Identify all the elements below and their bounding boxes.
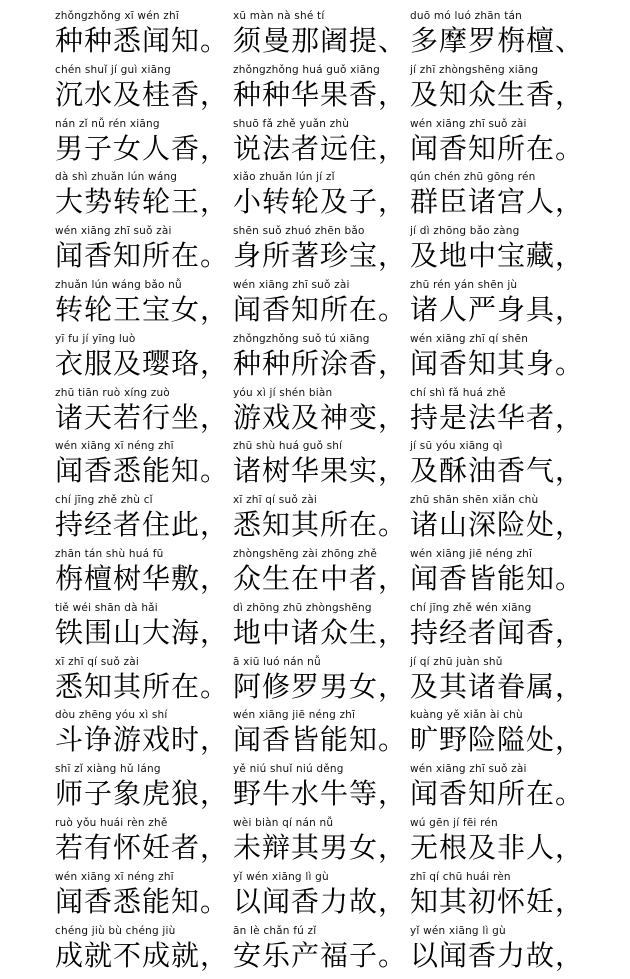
verse-phrase	[410, 763, 625, 817]
pinyin-annotation: jí sū yóu xiāng qì	[410, 440, 503, 453]
chinese-text: 众生在中者，	[233, 562, 408, 595]
verse-phrase	[410, 387, 625, 441]
verse-phrase	[55, 10, 230, 64]
chinese-text: 转轮王宝女，	[55, 293, 230, 326]
verse-line	[0, 656, 630, 710]
chinese-text: 种种悉闻知。	[55, 24, 230, 57]
pinyin-annotation: zhǒngzhǒng xī wén zhī	[55, 10, 179, 22]
pinyin-annotation: wén xiāng zhī suǒ zài	[410, 117, 527, 130]
verse-line	[0, 817, 630, 871]
verse-phrase	[55, 64, 230, 118]
verse-phrase	[410, 925, 625, 979]
verse-phrase	[233, 279, 408, 333]
pinyin-annotation: wén xiāng zhī suǒ zài	[233, 279, 350, 291]
pinyin-annotation: wén xiāng xī néng zhī	[55, 870, 174, 883]
chinese-text: 说法者远住，	[233, 131, 408, 165]
pinyin-annotation: yóu xì jí shén biàn	[233, 386, 333, 399]
verse-phrase	[410, 10, 625, 64]
pinyin-annotation: wú gēn jí fēi rén	[410, 817, 498, 829]
chinese-text: 群臣诸宫人，	[410, 185, 585, 219]
pinyin-annotation: zhī qí chū huái rèn	[410, 870, 511, 883]
verse-phrase	[410, 440, 625, 494]
verse-phrase	[55, 440, 230, 494]
verse-phrase	[233, 494, 408, 548]
pinyin-annotation: dà shì zhuǎn lún wáng	[55, 171, 178, 184]
pinyin-annotation: wén xiāng zhī qí shēn	[410, 332, 529, 345]
chinese-text: 阿修罗男女，	[233, 669, 408, 703]
chinese-text: 身所著珍宝，	[233, 239, 408, 273]
chinese-text: 无根及非人，	[410, 831, 585, 864]
pinyin-annotation: wén xiāng jiē néng zhī	[410, 548, 533, 560]
pinyin-annotation: zhū rén yán shēn jù	[410, 279, 518, 291]
chinese-text: 及地中宝藏，	[410, 239, 585, 273]
verse-phrase	[410, 333, 625, 387]
chinese-text: 闻香知所在。	[410, 131, 585, 165]
chinese-text: 铁围山大海，	[55, 615, 230, 649]
pinyin-annotation: shī zǐ xiàng hǔ láng	[55, 763, 161, 776]
pinyin-annotation: yǐ wén xiāng lì gù	[233, 870, 329, 883]
pinyin-annotation: ān lè chǎn fú zǐ	[233, 924, 317, 937]
verse-phrase	[233, 548, 408, 602]
verse-line	[0, 548, 630, 602]
chinese-text: 及其诸眷属，	[410, 669, 585, 703]
verse-line	[0, 925, 630, 979]
chinese-text: 持经者住此，	[55, 508, 230, 542]
verse-phrase	[55, 817, 230, 871]
chinese-text: 诸山深险处，	[410, 508, 585, 542]
verse-phrase	[55, 602, 230, 656]
pinyin-annotation: yī fu jí yīng luò	[55, 332, 136, 345]
verse-line	[0, 494, 630, 548]
verse-line	[0, 118, 630, 172]
verse-phrase	[55, 871, 230, 925]
chinese-text: 知其初怀妊，	[410, 884, 585, 918]
verse-phrase	[55, 548, 230, 602]
chinese-text: 闻香知所在。	[55, 239, 230, 273]
pinyin-annotation: xiǎo zhuǎn lún jí zǐ	[233, 171, 335, 184]
pinyin-annotation: xū màn nà shé tí	[233, 10, 325, 22]
pinyin-annotation: qún chén zhū gōng rén	[410, 171, 536, 184]
chinese-text: 诸人严身具，	[410, 293, 585, 326]
chinese-text: 以闻香力故，	[410, 938, 585, 972]
verse-line	[0, 279, 630, 333]
chinese-text: 悉知其所在。	[233, 508, 408, 542]
verse-phrase	[55, 333, 230, 387]
pinyin-annotation: nán zǐ nǚ rén xiāng	[55, 117, 160, 130]
verse-phrase	[410, 656, 625, 710]
chinese-text: 及酥油香气，	[410, 454, 585, 488]
verse-phrase	[233, 709, 408, 763]
verse-phrase	[410, 225, 625, 279]
chinese-text: 未辩其男女，	[233, 831, 408, 864]
verse-phrase	[55, 118, 230, 172]
verse-line	[0, 387, 630, 441]
pinyin-annotation: zhū shān shēn xiǎn chù	[410, 494, 539, 507]
pinyin-annotation: zhǒngzhǒng huá guǒ xiāng	[233, 63, 381, 76]
verse-phrase	[410, 64, 625, 118]
verse-phrase	[233, 333, 408, 387]
pinyin-annotation: zhū tiān ruò xíng zuò	[55, 386, 170, 399]
chinese-text: 成就不成就，	[55, 938, 230, 972]
chinese-text: 闻香悉能知。	[55, 454, 230, 488]
verse-line	[0, 763, 630, 817]
chinese-text: 种种华果香，	[233, 77, 408, 111]
pinyin-annotation: zhǒngzhǒng suǒ tú xiāng	[233, 332, 370, 345]
verse-phrase	[410, 709, 625, 763]
chinese-text: 闻香悉能知。	[55, 884, 230, 918]
pinyin-annotation: jí qí zhū juàn shǔ	[410, 655, 503, 668]
verse-phrase	[55, 763, 230, 817]
verse-phrase	[410, 279, 625, 333]
verse-phrase	[410, 817, 625, 871]
verse-phrase	[233, 10, 408, 64]
chinese-text: 斗诤游戏时，	[55, 723, 230, 757]
pinyin-annotation: dì zhōng zhū zhòngshēng	[233, 601, 372, 614]
pinyin-annotation: kuàng yě xiǎn ài chù	[410, 709, 523, 722]
verse-phrase	[55, 925, 230, 979]
verse-phrase	[233, 171, 408, 225]
verse-phrase	[55, 387, 230, 441]
verse-phrase	[410, 548, 625, 602]
verse-phrase	[55, 279, 230, 333]
chinese-text: 持经者闻香，	[410, 615, 585, 649]
verse-phrase	[233, 925, 408, 979]
verse-phrase	[410, 118, 625, 172]
chinese-text: 诸树华果实，	[233, 454, 408, 488]
verse-line	[0, 171, 630, 225]
chinese-text: 种种所涂香，	[233, 346, 408, 380]
chinese-text: 沉水及桂香，	[55, 77, 230, 111]
verse-phrase	[410, 871, 625, 925]
pinyin-annotation: zhān tán shù huá fū	[55, 548, 164, 560]
pinyin-annotation: jí dì zhōng bǎo zàng	[410, 225, 520, 238]
verse-line	[0, 440, 630, 494]
chinese-text: 持是法华者，	[410, 400, 585, 434]
pinyin-annotation: chí jīng zhě zhù cǐ	[55, 494, 153, 507]
pinyin-annotation: chí shì fǎ huá zhě	[410, 386, 506, 399]
pinyin-annotation: shuō fǎ zhě yuǎn zhù	[233, 117, 350, 130]
verse-line	[0, 333, 630, 387]
chinese-text: 闻香皆能知。	[233, 723, 408, 757]
verse-phrase	[233, 871, 408, 925]
pinyin-annotation: xī zhī qí suǒ zài	[55, 655, 139, 668]
pinyin-annotation: ruò yǒu huái rèn zhě	[55, 817, 168, 829]
verse-line	[0, 64, 630, 118]
verse-line	[0, 602, 630, 656]
verse-phrase	[233, 225, 408, 279]
verse-phrase	[55, 225, 230, 279]
pinyin-annotation: chí jīng zhě wén xiāng	[410, 601, 532, 614]
chinese-text: 栴檀树华敷，	[55, 562, 230, 595]
verse-phrase	[233, 763, 408, 817]
pinyin-annotation: wén xiāng zhī suǒ zài	[410, 763, 527, 776]
chinese-text: 安乐产福子。	[233, 938, 408, 972]
verse-line	[0, 225, 630, 279]
pinyin-annotation: yě niú shuǐ niú děng	[233, 763, 344, 776]
pinyin-annotation: chén shuǐ jí guì xiāng	[55, 63, 171, 76]
verse-phrase	[410, 602, 625, 656]
chinese-text: 地中诸众生，	[233, 615, 408, 649]
verse-phrase	[233, 656, 408, 710]
verse-phrase	[233, 602, 408, 656]
verse-line	[0, 709, 630, 763]
chinese-text: 若有怀妊者，	[55, 831, 230, 864]
chinese-text: 闻香皆能知。	[410, 562, 585, 595]
chinese-text: 男子女人香，	[55, 131, 230, 165]
verse-phrase	[233, 440, 408, 494]
chinese-text: 衣服及璎珞，	[55, 346, 230, 380]
verse-phrase	[410, 494, 625, 548]
pinyin-annotation: yǐ wén xiāng lì gù	[410, 924, 506, 937]
chinese-text: 多摩罗栴檀、	[410, 24, 585, 57]
verse-phrase	[233, 118, 408, 172]
verse-phrase	[55, 656, 230, 710]
pinyin-annotation: dòu zhēng yóu xì shí	[55, 709, 168, 722]
chinese-text: 及知众生香，	[410, 77, 585, 111]
pinyin-annotation: wén xiāng xī néng zhī	[55, 440, 174, 453]
verse-phrase	[55, 709, 230, 763]
chinese-text: 闻香知其身。	[410, 346, 585, 380]
chinese-text: 旷野险隘处，	[410, 723, 585, 757]
pinyin-annotation: wén xiāng zhī suǒ zài	[55, 225, 172, 238]
pinyin-annotation: tiě wéi shān dà hǎi	[55, 601, 158, 614]
verse-phrase	[410, 171, 625, 225]
verse-phrase	[233, 64, 408, 118]
pinyin-annotation: zhòngshēng zài zhōng zhě	[233, 548, 378, 560]
pinyin-annotation: zhuǎn lún wáng bǎo nǚ	[55, 279, 182, 291]
verse-phrase	[55, 494, 230, 548]
chinese-text: 野牛水牛等，	[233, 777, 408, 811]
chinese-text: 须曼那阇提、	[233, 24, 408, 57]
verse-line	[0, 10, 630, 64]
chinese-text: 悉知其所在。	[55, 669, 230, 703]
chinese-text: 小转轮及子，	[233, 185, 408, 219]
verse-phrase	[233, 387, 408, 441]
pinyin-annotation: zhū shù huá guǒ shí	[233, 440, 343, 453]
chinese-text: 师子象虎狼，	[55, 777, 230, 811]
chinese-text: 闻香知所在。	[233, 293, 408, 326]
pinyin-annotation: duō mó luó zhān tán	[410, 10, 523, 22]
pinyin-annotation: wèi biàn qí nán nǚ	[233, 817, 334, 829]
pinyin-annotation: wén xiāng jiē néng zhī	[233, 709, 356, 722]
pinyin-annotation: jí zhī zhòngshēng xiāng	[410, 63, 539, 76]
pinyin-annotation: chéng jiù bù chéng jiù	[55, 924, 176, 937]
pinyin-annotation: shēn suǒ zhuó zhēn bǎo	[233, 225, 365, 238]
chinese-text: 以闻香力故，	[233, 884, 408, 918]
verse-phrase	[55, 171, 230, 225]
verse-phrase	[233, 817, 408, 871]
chinese-text: 大势转轮王，	[55, 185, 230, 219]
chinese-text: 游戏及神变，	[233, 400, 408, 434]
pinyin-annotation: ā xiū luó nán nǚ	[233, 655, 321, 668]
pinyin-annotation: xī zhī qí suǒ zài	[233, 494, 317, 507]
chinese-text: 闻香知所在。	[410, 777, 585, 811]
chinese-text: 诸天若行坐，	[55, 400, 230, 434]
verse-line	[0, 871, 630, 925]
